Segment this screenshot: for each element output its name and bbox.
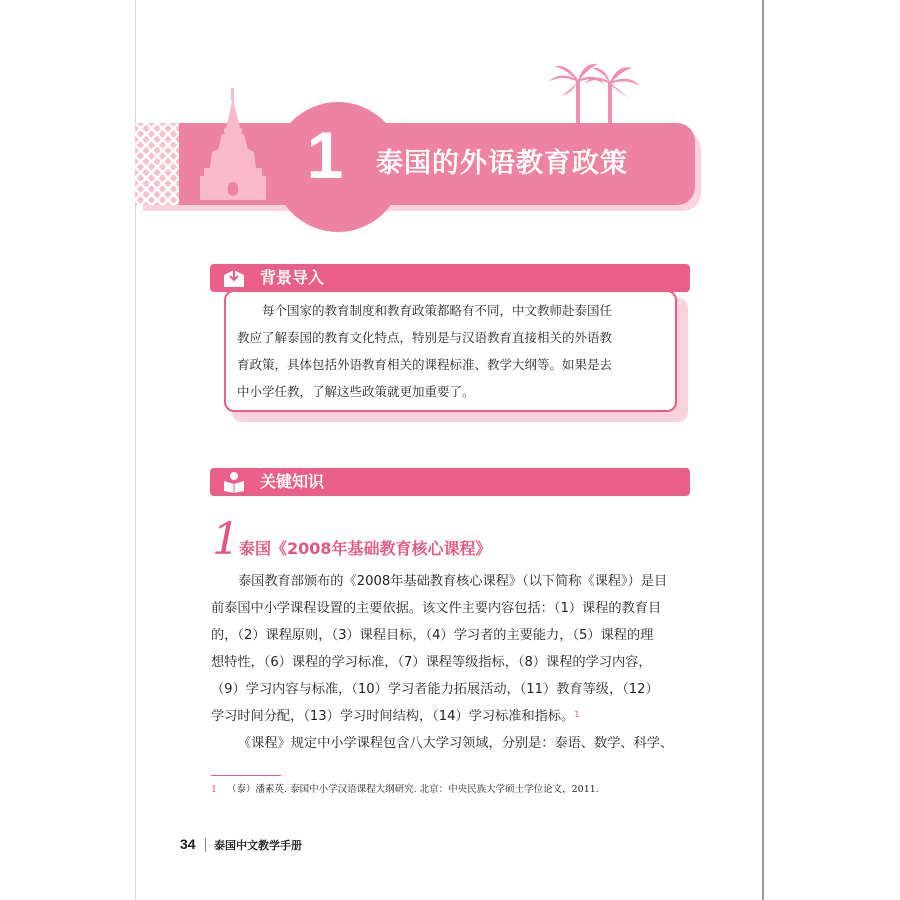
body-line: 《课程》规定中小学课程包含八大学习领域，分别是：泰语、数学、科学、	[238, 736, 674, 751]
palm-trees-icon	[548, 62, 648, 128]
intro-line: 中小学任教，了解这些政策就更加重要了。	[237, 384, 475, 399]
inbox-icon	[222, 267, 246, 289]
chapter-title: 泰国的外语教育政策	[376, 148, 628, 179]
body-line-text: 学习时间分配，（13）学习时间结构，（14）学习标准和指标。	[211, 709, 575, 724]
item-number: 1	[212, 514, 240, 565]
background-section-header	[210, 264, 690, 292]
footnote-number: 1	[211, 784, 218, 795]
body-line: 想特性，（6）课程的学习标准，（7）课程等级指标，（8）课程的学习内容，	[211, 655, 652, 670]
intro-line: 育政策，具体包括外语教育相关的课程标准、教学大纲等。如果是去	[237, 357, 613, 372]
intro-line: 教应了解泰国的教育文化特点，特别是与汉语教育直接相关的外语教	[237, 330, 613, 345]
chapter-number: 1	[306, 118, 344, 192]
body-line: 泰国教育部颁布的《2008年基础教育核心课程》（以下简称《课程》）是目	[238, 574, 668, 589]
background-section-label: 背景导入	[260, 268, 325, 287]
intro-line: 每个国家的教育制度和教育政策都略有不同，中文教师赴泰国任	[262, 303, 613, 318]
footnote	[211, 781, 599, 795]
footer-separator	[205, 838, 206, 852]
body-line: 前泰国中小学课程设置的主要依据。该文件主要内容包括：（1）课程的教育目	[211, 601, 662, 616]
body-line: （9）学习内容与标准，（10）学习者能力拓展活动，（11）教育等级，（12）	[211, 682, 659, 697]
reading-person-icon	[222, 471, 246, 493]
book-title: 泰国中文教学手册	[214, 839, 302, 852]
item-title: 泰国《2008年基础教育核心课程》	[239, 539, 492, 558]
body-text	[211, 568, 691, 757]
footnote-reference[interactable]: 1	[574, 710, 580, 719]
footnote-rule	[211, 775, 281, 776]
footnote-text: （泰）潘素英. 泰国中小学汉语课程大纲研究. 北京：中央民族大学硕士学位论文，2011.	[227, 784, 599, 795]
body-line	[211, 703, 691, 730]
body-line: 的，（2）课程原则，（3）课程目标，（4）学习者的主要能力，（5）课程的理	[211, 628, 654, 643]
key-knowledge-section-header	[210, 468, 690, 496]
intro-text	[237, 297, 670, 405]
page-number: 34	[180, 836, 196, 852]
key-knowledge-label: 关键知识	[260, 472, 325, 491]
thai-pattern-decoration	[135, 123, 179, 205]
stupa-icon	[198, 88, 268, 200]
